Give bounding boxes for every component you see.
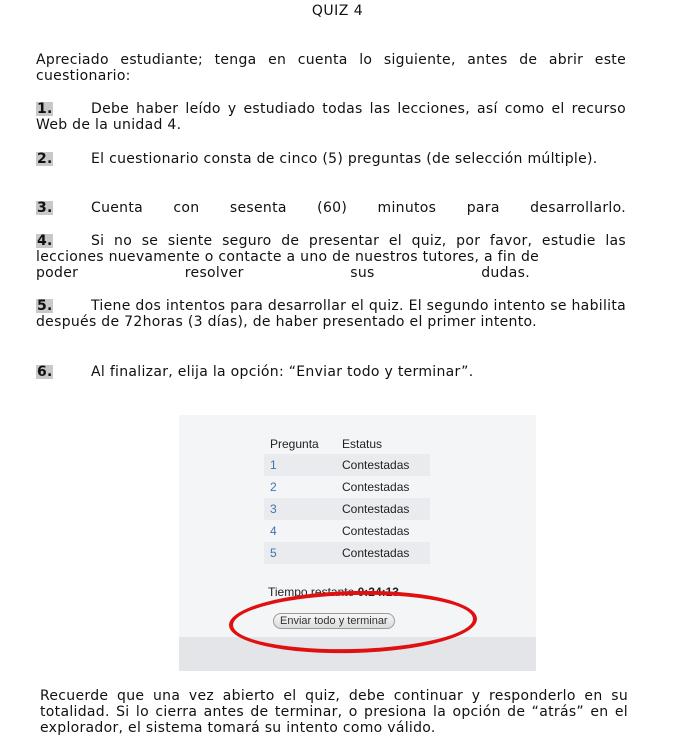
word: dudas. [481, 265, 530, 281]
table-row[interactable] [264, 542, 430, 564]
table-row[interactable] [264, 520, 430, 542]
word: resolver [184, 265, 244, 281]
instruction-text: Debe haber leído y estudiado todas las lecciones, así como el recurso Web de la unidad 4. [36, 101, 626, 133]
instruction-number: 5. [37, 298, 53, 314]
time-remaining-label: Tiempo restante [268, 585, 355, 599]
instruction-2 [36, 151, 626, 167]
instruction-text: Al finalizar, elija la opción: “Enviar todo y terminar”. [91, 364, 474, 380]
question-status: Contestadas [336, 498, 430, 520]
instruction-text-line [36, 265, 530, 281]
instruction-number: 1. [37, 101, 53, 117]
question-number-link[interactable]: 1 [264, 454, 336, 476]
instruction-6 [36, 364, 626, 380]
column-header-status: Estatus [342, 437, 383, 451]
question-status: Contestadas [336, 476, 430, 498]
time-remaining [268, 585, 399, 599]
instruction-number: 2. [37, 151, 53, 167]
quiz-summary-screenshot [179, 415, 536, 671]
instruction-text: Si no se siente seguro de presentar el quiz, por favor, estudie las lecciones nuevamente o contacte a uno de nuestros tutores, a fin de [36, 233, 626, 265]
closing-text: Recuerde que una vez abierto el quiz, debe continuar y responderlo en su totalidad. Si lo cierra antes de terminar, o presiona la opción de “atrás” en el explorador, el sistema tomará su intento como válido. [40, 688, 628, 736]
instruction-text: Cuenta con sesenta (60) minutos para desarrollarlo. [91, 200, 626, 216]
column-header-question: Pregunta [270, 437, 319, 451]
table-header-row [264, 434, 430, 454]
instruction-number: 4. [37, 233, 53, 249]
instruction-text: Tiene dos intentos para desarrollar el quiz. El segundo intento se habilita después de 72horas (3 días), de haber presentado el primer intento. [36, 298, 626, 330]
question-number-link[interactable]: 4 [264, 520, 336, 542]
question-status: Contestadas [336, 542, 430, 564]
instruction-4 [36, 233, 626, 281]
instruction-5 [36, 298, 626, 330]
question-number-link[interactable]: 5 [264, 542, 336, 564]
instruction-text: El cuestionario consta de cinco (5) preguntas (de selección múltiple). [91, 151, 598, 167]
intro-text: Apreciado estudiante; tenga en cuenta lo siguiente, antes de abrir este cuestionario: [36, 52, 626, 84]
word: sus [350, 265, 375, 281]
instruction-number: 3. [37, 200, 53, 216]
submit-all-button[interactable]: Enviar todo y terminar [273, 613, 395, 629]
panel-footer [179, 637, 536, 671]
question-status: Contestadas [336, 454, 430, 476]
question-status: Contestadas [336, 520, 430, 542]
table-row[interactable] [264, 476, 430, 498]
word: poder [36, 265, 79, 281]
instruction-3 [36, 200, 626, 216]
page-title: QUIZ 4 [311, 3, 364, 19]
table-row[interactable] [264, 454, 430, 476]
table-row[interactable] [264, 498, 430, 520]
instruction-number: 6. [37, 364, 53, 380]
question-number-link[interactable]: 2 [264, 476, 336, 498]
instruction-1 [36, 101, 626, 133]
time-remaining-value: 0:24:13 [357, 585, 399, 599]
question-number-link[interactable]: 3 [264, 498, 336, 520]
question-status-table [264, 434, 430, 564]
